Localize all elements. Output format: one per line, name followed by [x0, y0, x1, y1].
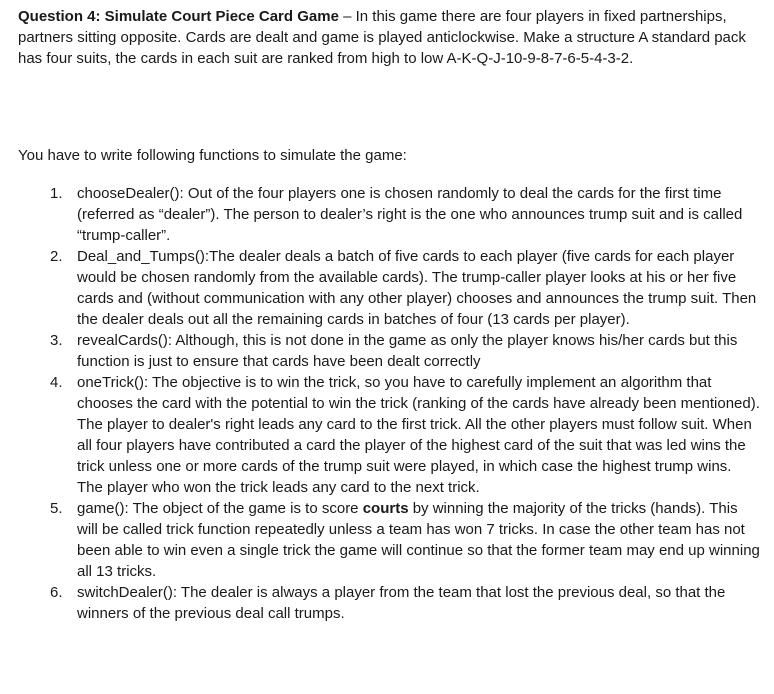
list-item-text: revealCards(): Although, this is not done in the game as only the player knows his/her cards but this function is just to ensure that cards have been dealt correctly	[77, 332, 738, 370]
list-item-one-trick	[18, 372, 761, 498]
list-item-reveal-cards	[18, 330, 761, 372]
list-item-text: oneTrick(): The objective is to win the trick, so you have to carefully implement an algorithm that chooses the card with the potential to win the trick (ranking of the cards have already been mentioned). The player to dealer's right leads any card to the first trick. All the other players must follow suit. When all four players have contributed a card the player of the highest card of the suit that was led wins the trick unless one or more cards of the trump suit were played, in which case the highest trump wins. The player who won the trick leads any card to the next trick.	[77, 374, 760, 496]
list-number: 4.	[50, 374, 63, 391]
list-item-deal-and-tumps	[18, 246, 761, 330]
intro-text: You have to write following functions to simulate the game:	[18, 147, 407, 164]
list-item-switch-dealer	[18, 582, 761, 624]
courts-bold-text: courts	[362, 500, 409, 517]
list-number: 2.	[50, 248, 63, 265]
question-title: Question 4: Simulate Court Piece Card Game	[18, 8, 339, 25]
list-item-text: switchDealer(): The dealer is always a player from the team that lost the previous deal, so that the winners of the previous deal call trumps.	[77, 584, 726, 622]
list-item-text-before: game(): The object of the game is to score	[77, 500, 363, 517]
list-item-text: chooseDealer(): Out of the four players one is chosen randomly to deal the cards for the first time (referred as “dealer”). The person to dealer’s right is the one who announces trump suit and is called “trump-caller”.	[77, 185, 743, 244]
function-list	[18, 183, 762, 624]
question-paragraph	[18, 6, 760, 69]
list-item-text-after: by winning the majority of the tricks (hands). This will be called trick function repeatedly unless a team has won 7 tricks. In case the other team has not been able to win even a single trick the game will continue so that the former team may end up winning all 13 tricks.	[77, 500, 760, 580]
list-number: 3.	[50, 332, 63, 349]
question-body: – In this game there are four players in fixed partnerships, partners sitting opposite. Cards are dealt and game is played anticlockwise. Make a structure A standard pack has four suits, the cards in each suit are ranked from high to low A-K-Q-J-10-9-8-7-6-5-4-3-2.	[18, 8, 746, 67]
list-number: 1.	[50, 185, 63, 202]
list-item-choose-dealer	[18, 183, 761, 246]
list-number: 6.	[50, 584, 63, 601]
list-item-game	[18, 498, 761, 582]
list-number: 5.	[50, 500, 63, 517]
list-item-text: Deal_and_Tumps():The dealer deals a batch of five cards to each player (five cards for each player would be chosen randomly from the available cards). The trump-caller player looks at his or her five cards and (without communication with any other player) chooses and announces the trump suit. Then the dealer deals out all the remaining cards in batches of four (13 cards per player).	[77, 248, 757, 328]
